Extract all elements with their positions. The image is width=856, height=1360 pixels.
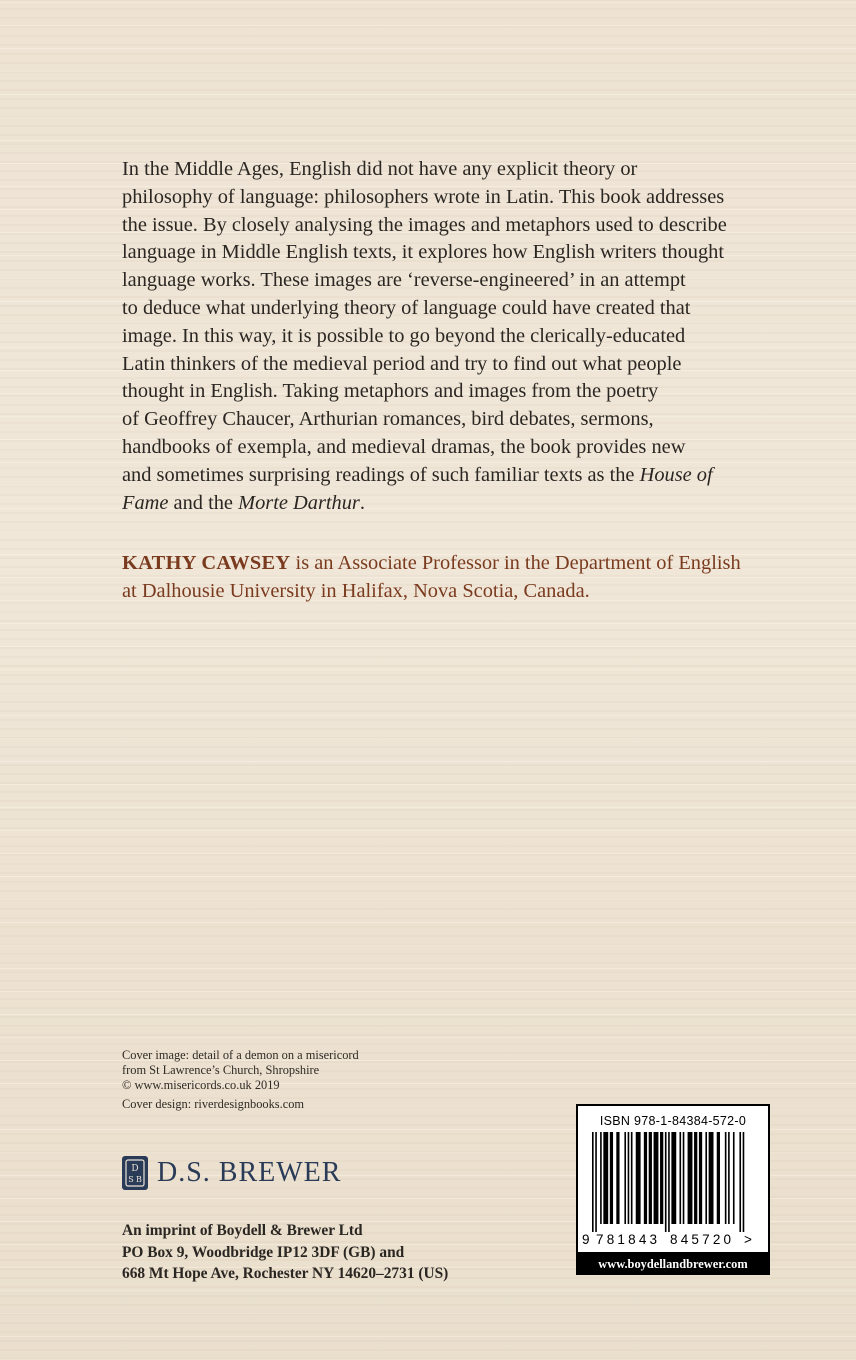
blurb-text: and the bbox=[168, 491, 239, 514]
barcode-bar bbox=[628, 1132, 630, 1224]
barcode-digit-first: 9 bbox=[582, 1232, 590, 1247]
barcode-bar bbox=[705, 1132, 707, 1224]
blurb-line bbox=[122, 462, 772, 490]
barcode-bar bbox=[733, 1132, 735, 1224]
isbn-barcode bbox=[576, 1104, 770, 1254]
ds-brewer-logo-icon bbox=[122, 1156, 148, 1190]
title-morte-darthur: Morte Darthur bbox=[238, 491, 360, 514]
blurb-text: and sometimes surprising readings of such familiar texts as the bbox=[122, 463, 640, 486]
barcode-bar bbox=[671, 1132, 676, 1224]
barcode-bar bbox=[600, 1132, 602, 1224]
barcode-bar bbox=[709, 1132, 714, 1224]
svg-text:D: D bbox=[131, 1164, 139, 1174]
barcode-bar bbox=[665, 1132, 667, 1232]
barcode-bar bbox=[595, 1132, 597, 1232]
blurb-line: thought in English. Taking metaphors and images from the poetry bbox=[122, 380, 659, 403]
title-house-of-fame: House of bbox=[639, 463, 713, 486]
credit-line: Cover image: detail of a demon on a misericord bbox=[122, 1048, 359, 1062]
barcode-bar bbox=[668, 1132, 670, 1232]
barcode-bar bbox=[610, 1132, 613, 1224]
author-line: at Dalhousie University in Halifax, Nova Scotia, Canada. bbox=[122, 579, 590, 602]
credit-line: © www.misericords.co.uk 2019 bbox=[122, 1077, 280, 1092]
blurb-line bbox=[122, 490, 772, 518]
barcode-bar bbox=[649, 1132, 652, 1224]
barcode-bar bbox=[660, 1132, 663, 1224]
svg-text:S: S bbox=[128, 1175, 134, 1184]
publisher-logo bbox=[122, 1155, 341, 1191]
barcode-bar bbox=[654, 1132, 659, 1224]
author-line bbox=[122, 550, 782, 578]
barcode-bar bbox=[694, 1132, 697, 1224]
address-line: PO Box 9, Woodbridge IP12 3DF (GB) and bbox=[122, 1243, 405, 1261]
credit-line: from St Lawrence’s Church, Shropshire bbox=[122, 1062, 320, 1077]
barcode-bars bbox=[586, 1132, 764, 1232]
address-line: An imprint of Boydell & Brewer Ltd bbox=[122, 1222, 363, 1239]
blurb-line: Latin thinkers of the medieval period and try to find out what people bbox=[122, 352, 682, 375]
barcode-digits bbox=[582, 1232, 752, 1247]
blurb-line: language works. These images are ‘reverse-engineered’ in an attempt bbox=[122, 269, 686, 292]
barcode-bar bbox=[688, 1132, 693, 1224]
barcode-bar bbox=[603, 1132, 608, 1224]
blurb-line: of Geoffrey Chaucer, Arthurian romances, bird debates, sermons, bbox=[122, 408, 654, 431]
barcode-bar bbox=[616, 1132, 619, 1224]
barcode-bar bbox=[743, 1132, 745, 1232]
author-bio bbox=[122, 550, 782, 606]
barcode-bar bbox=[717, 1132, 720, 1224]
barcode-bar bbox=[636, 1132, 641, 1224]
isbn-label: ISBN 978-1-84384-572-0 bbox=[599, 1114, 747, 1128]
publisher-address bbox=[122, 1220, 542, 1285]
credit-line: Cover design: riverdesignbooks.com bbox=[122, 1097, 305, 1112]
blurb-line: handbooks of exempla, and medieval dramas, the book provides new bbox=[122, 435, 686, 458]
barcode-bar bbox=[728, 1132, 730, 1224]
barcode-digits-right: 845720 bbox=[670, 1232, 735, 1247]
publisher-url: www.boydellandbrewer.com bbox=[576, 1254, 770, 1275]
author-bio-text: is an Associate Professor in the Department of English bbox=[290, 552, 741, 574]
barcode-bar bbox=[644, 1132, 647, 1224]
book-blurb bbox=[122, 156, 772, 517]
barcode-bar bbox=[699, 1132, 702, 1224]
barcode-bar bbox=[631, 1132, 633, 1224]
blurb-line: In the Middle Ages, English did not have any explicit theory or bbox=[122, 158, 638, 180]
blurb-line: to deduce what underlying theory of language could have created that bbox=[122, 296, 691, 319]
barcode-bar bbox=[683, 1132, 685, 1224]
barcode-bar bbox=[592, 1132, 594, 1232]
barcode-bar bbox=[725, 1132, 727, 1224]
barcode-bar bbox=[739, 1132, 741, 1232]
barcode-digits-left: 781843 bbox=[596, 1232, 661, 1247]
blurb-text: . bbox=[359, 491, 365, 514]
author-name: KATHY CAWSEY bbox=[122, 552, 291, 574]
blurb-line: philosophy of language: philosophers wrote in Latin. This book addresses bbox=[122, 185, 725, 208]
barcode-bar bbox=[624, 1132, 626, 1224]
barcode-bar bbox=[679, 1132, 681, 1224]
publisher-name: D.S. BREWER bbox=[157, 1157, 342, 1188]
address-line: 668 Mt Hope Ave, Rochester NY 14620–2731 (US) bbox=[122, 1265, 449, 1282]
barcode-arrow: > bbox=[744, 1232, 752, 1247]
svg-text:B: B bbox=[136, 1175, 142, 1184]
blurb-line: language in Middle English texts, it explores how English writers thought bbox=[122, 241, 725, 264]
blurb-line: image. In this way, it is possible to go beyond the clerically-educated bbox=[122, 324, 686, 347]
cover-credits bbox=[122, 1048, 442, 1112]
blurb-line: the issue. By closely analysing the images and metaphors used to describe bbox=[122, 213, 727, 236]
title-fame: Fame bbox=[122, 491, 169, 514]
